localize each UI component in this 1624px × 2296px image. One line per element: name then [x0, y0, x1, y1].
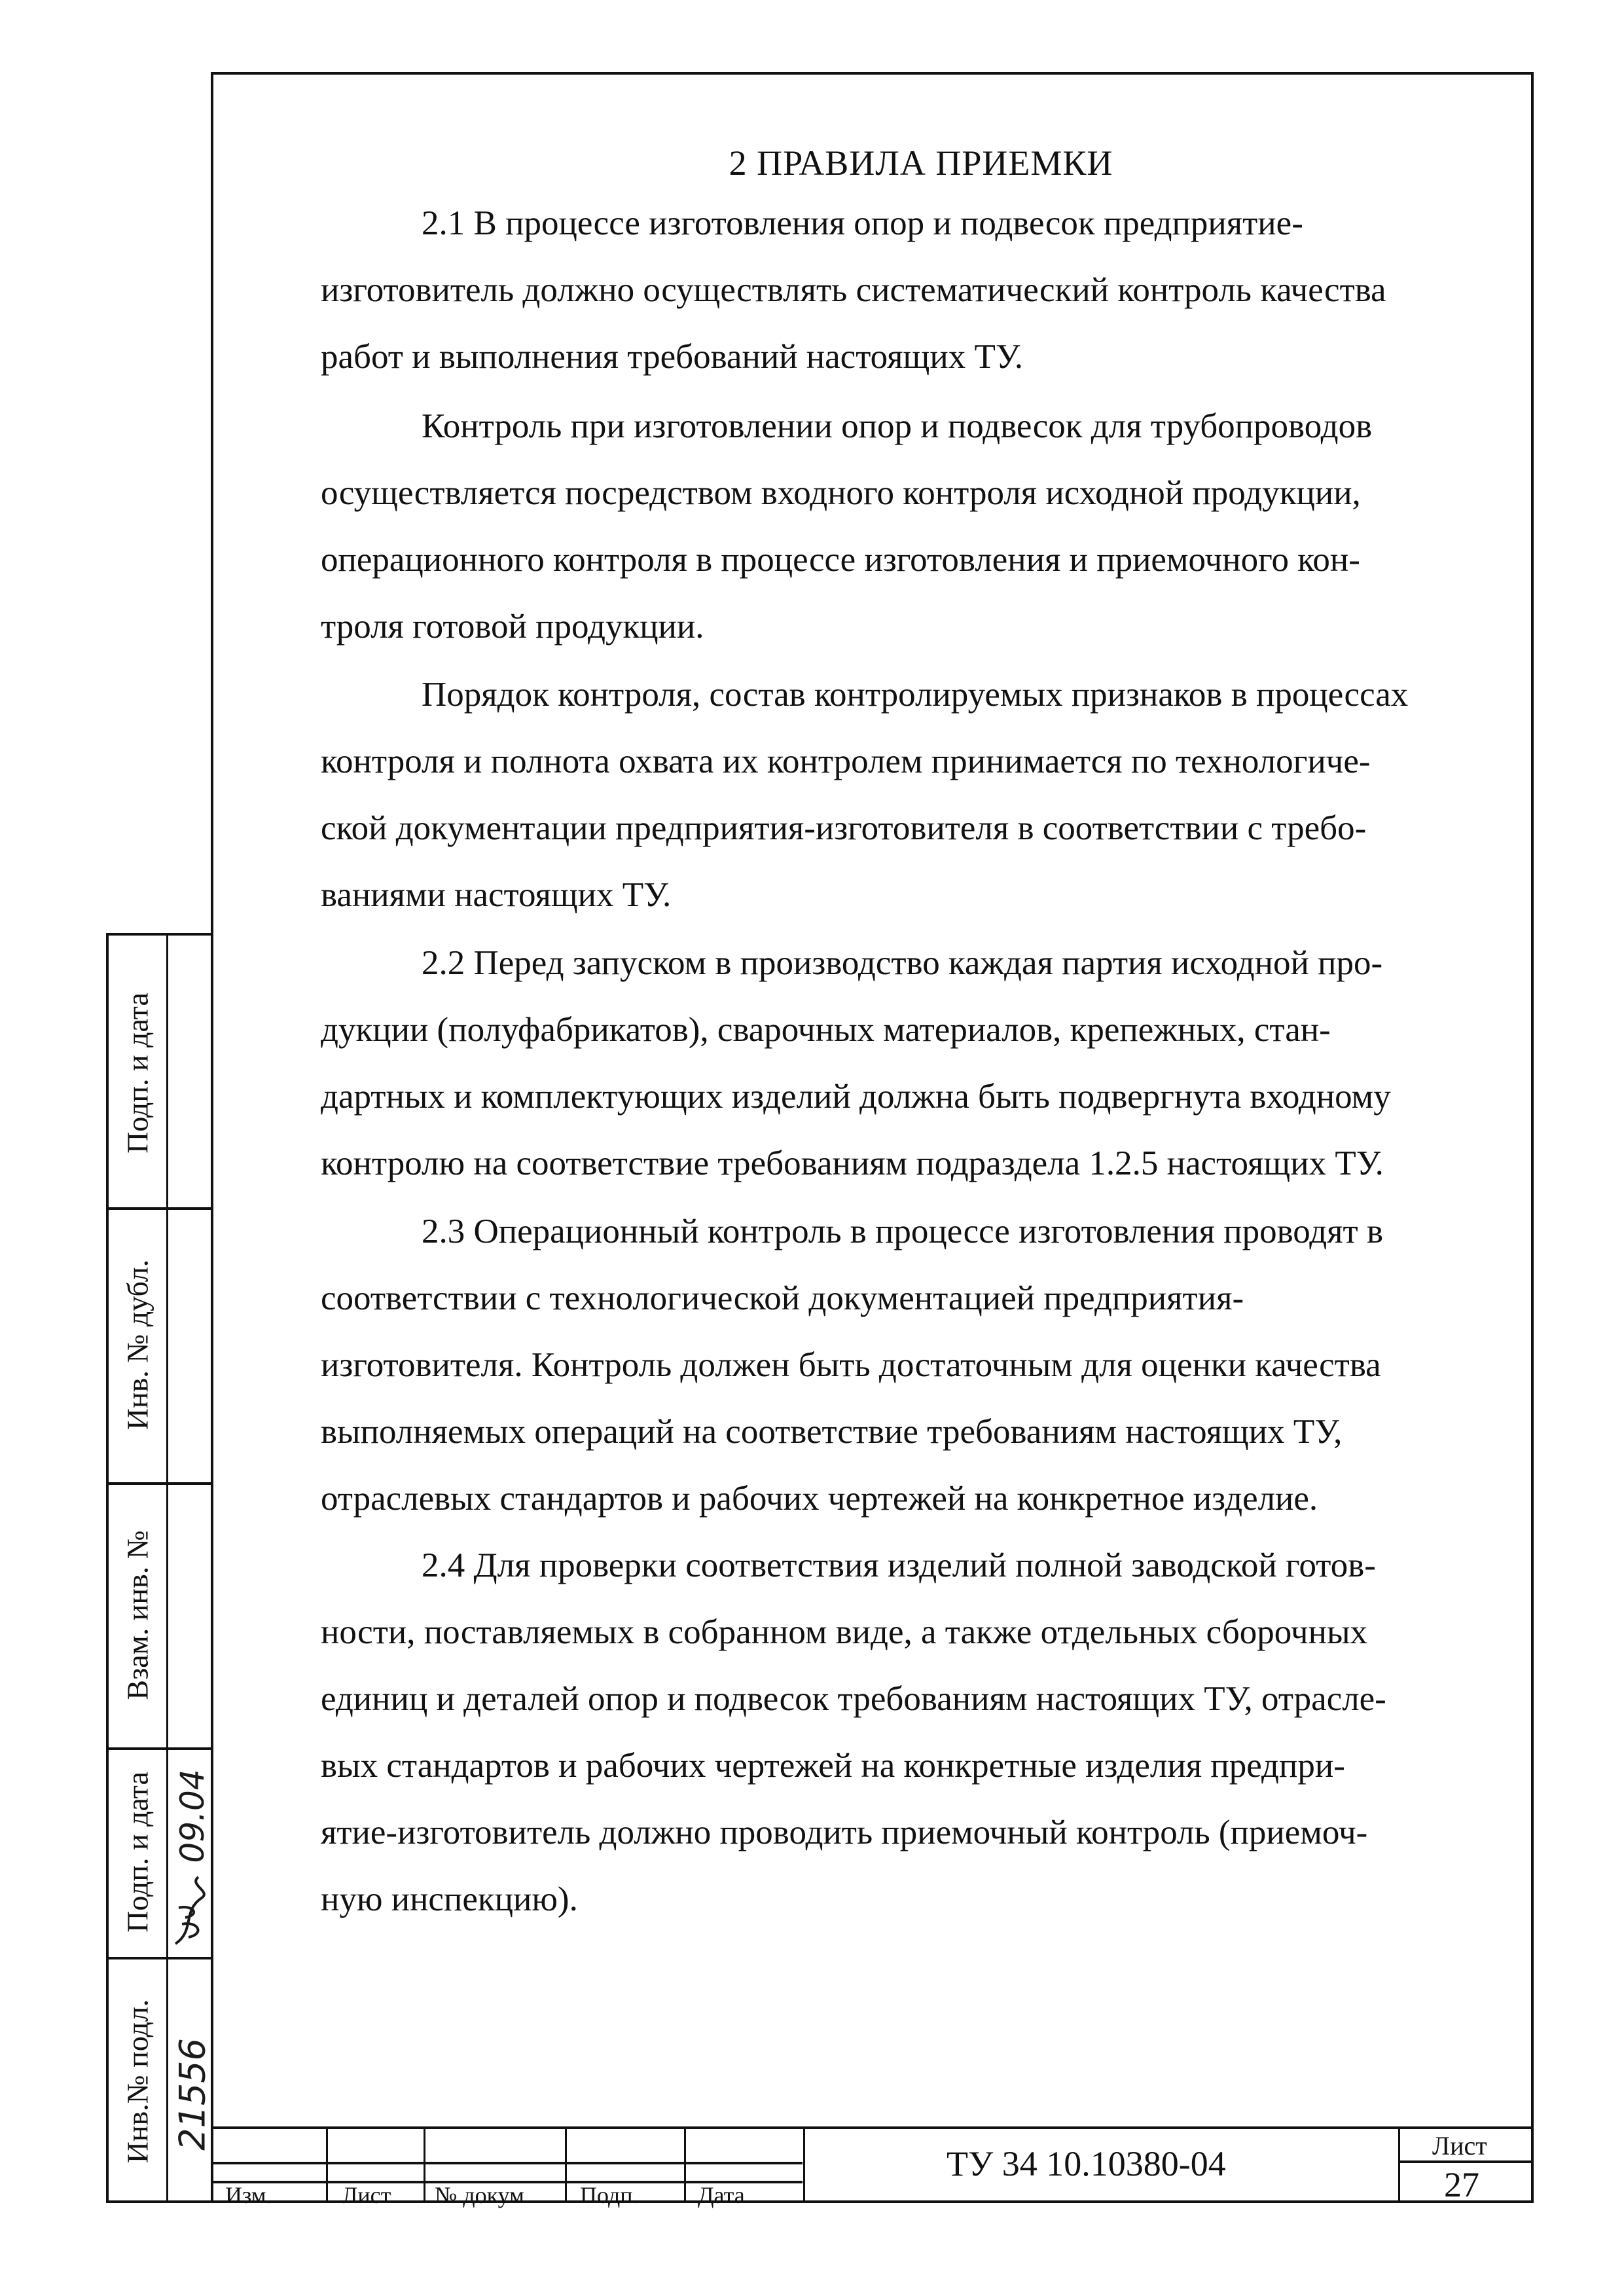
text-line: работ и выполнения требований настоящих ТУ.	[321, 338, 1023, 376]
text-line: дартных и комплектующих изделий должна быть подвергнута входному	[321, 1078, 1391, 1116]
text-line: 2.1 В процессе изготовления опор и подвесок предприятие-	[422, 204, 1303, 242]
text-line: ятие-изготовитель должно проводить приемочный контроль (приемоч-	[321, 1813, 1368, 1851]
text-line: дукции (полуфабрикатов), сварочных материалов, крепежных, стан-	[321, 1011, 1331, 1049]
side-stamp	[106, 933, 213, 2203]
sheet-number: 27	[1444, 2165, 1479, 2204]
text-line: 2.3 Операционный контроль в процессе изготовления проводят в	[422, 1212, 1383, 1250]
signature-icon	[169, 1872, 215, 1950]
title-block-col	[803, 2126, 805, 2203]
side-separator	[109, 1482, 213, 1485]
text-line: ную инспекцию).	[321, 1880, 578, 1918]
text-line: изготовитель должно осуществлять систематический контроль качества	[321, 271, 1386, 309]
text-line: изготовителя. Контроль должен быть достаточным для оценки качества	[321, 1346, 1381, 1384]
title-block-line	[213, 2162, 803, 2164]
title-block-col	[565, 2126, 567, 2203]
text-line: контроля и полнота охвата их контролем принимается по технологиче-	[321, 742, 1371, 780]
data-caption: Дата	[698, 2182, 745, 2208]
text-line: ности, поставляемых в собранном виде, а также отдельных сборочных	[321, 1613, 1368, 1651]
text-line: соответствии с технологической документацией предприятия-	[321, 1279, 1244, 1317]
title-block-col	[684, 2126, 686, 2203]
podp-caption: Подп.	[580, 2182, 639, 2208]
section-title: 2 ПРАВИЛА ПРИЕМКИ	[729, 143, 1113, 183]
text-line: единиц и деталей опор и подвесок требованиям настоящих ТУ, отрасле-	[321, 1680, 1386, 1718]
title-block-col	[326, 2126, 328, 2203]
text-line: троля готовой продукции.	[321, 608, 704, 646]
text-line: отраслевых стандартов и рабочих чертежей на конкретное изделие.	[321, 1480, 1318, 1518]
title-block-col	[1398, 2126, 1400, 2203]
izm-caption: Изм.	[225, 2182, 272, 2208]
no-dokum-caption: № докум	[435, 2182, 524, 2208]
title-block	[213, 2126, 1534, 2208]
podp-data-label-2: Подп. и дата	[120, 1772, 154, 1933]
text-line: осуществляется посредством входного контроля исходной продукции,	[321, 474, 1361, 512]
side-separator	[109, 1207, 213, 1210]
inv-dubl-label: Инв. № дубл.	[120, 1259, 154, 1430]
paragraph	[321, 190, 1386, 390]
text-line: ской документации предприятия-изготовителя в соответствии с требо-	[321, 809, 1367, 847]
side-divider	[166, 936, 168, 2200]
text-line: вых стандартов и рабочих чертежей на конкретные изделия предпри-	[321, 1747, 1345, 1785]
paragraph	[321, 930, 1391, 1197]
podp-data-label: Подп. и дата	[120, 993, 154, 1154]
text-line: 2.2 Перед запуском в производство каждая партия исходной про-	[422, 944, 1383, 982]
sheet-label: Лист	[1432, 2131, 1487, 2160]
handwritten-number: 21556	[171, 2038, 213, 2151]
side-separator	[109, 1747, 213, 1750]
text-line: контролю на соответствие требованиям подраздела 1.2.5 настоящих ТУ.	[321, 1144, 1384, 1182]
paragraph	[321, 1198, 1383, 1532]
text-line: ваниями настоящих ТУ.	[321, 876, 672, 914]
text-line: Порядок контроля, состав контролируемых признаков в процессах	[422, 676, 1409, 714]
document-code: ТУ 34 10.10380-04	[947, 2144, 1226, 2183]
paragraph	[321, 661, 1408, 928]
handwritten-date: 09.04	[173, 1769, 211, 1863]
side-separator	[109, 1957, 213, 1959]
text-line: операционного контроля в процессе изготовления и приемочного кон-	[321, 541, 1360, 579]
text-line: Контроль при изготовлении опор и подвесок для трубопроводов	[422, 407, 1373, 445]
list-caption: Лист	[342, 2182, 391, 2208]
inv-podl-label: Инв.№ подл.	[120, 1999, 154, 2164]
title-block-col	[424, 2126, 425, 2203]
vzam-inv-label: Взам. инв. №	[120, 1530, 154, 1700]
text-line: выполняемых операций на соответствие требованиям настоящих ТУ,	[321, 1413, 1343, 1451]
paragraph	[321, 1532, 1386, 1933]
title-block-line	[213, 2126, 1534, 2129]
text-line: 2.4 Для проверки соответствия изделий полной заводской готов-	[422, 1546, 1376, 1584]
paragraph	[321, 393, 1372, 660]
